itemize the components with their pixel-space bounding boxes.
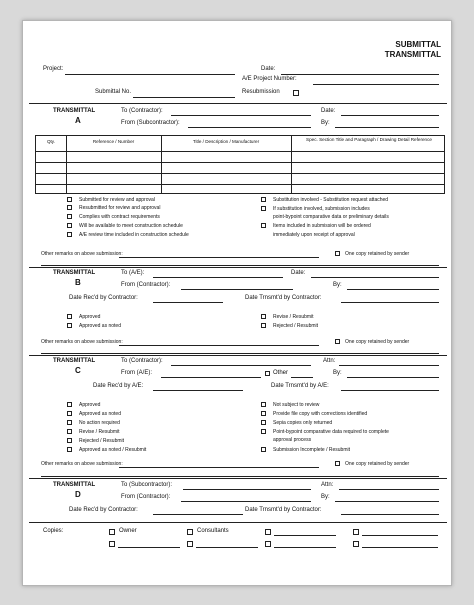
section-c-trnsmtd-field[interactable] <box>341 390 439 391</box>
section-c-by-field[interactable] <box>347 377 439 378</box>
col-header-title: Title / Description / Manufacturer <box>192 139 260 144</box>
section-b-trnsmtd-label: Date Trnsmt'd by Contractor: <box>245 295 322 301</box>
a-cb-submitted[interactable] <box>67 197 72 202</box>
section-a-title: TRANSMITTAL <box>53 108 96 114</box>
submittal-form-page <box>22 20 452 586</box>
section-a-divider <box>29 103 447 104</box>
section-b-divider <box>29 267 447 268</box>
section-a-date-field[interactable] <box>341 115 439 116</box>
b-other-remarks-label: Other remarks on above submission: <box>41 339 123 345</box>
date-label: Date: <box>261 66 276 72</box>
c-cb-provide-file-copy[interactable] <box>261 411 266 416</box>
a-cb-substitution-includes[interactable] <box>261 206 266 211</box>
section-b-date-label: Date: <box>291 270 306 276</box>
a-item-label: A/E review time included in construction schedule <box>79 232 189 238</box>
project-field[interactable] <box>65 74 235 75</box>
col-header-qty: Qty. <box>46 139 56 144</box>
a-item-label: Complies with contract requirements <box>79 214 160 220</box>
b-cb-approved[interactable] <box>67 314 72 319</box>
section-d-attn-label: Attn: <box>321 482 334 488</box>
section-d-letter: D <box>75 490 81 499</box>
a-item-label: point-bypoint comparative data or preliminary details <box>273 214 389 220</box>
b-item-label: Approved as noted <box>79 323 121 329</box>
b-item-label: Approved <box>79 314 101 320</box>
b-item-label: Revise / Resubmit <box>273 314 314 320</box>
c-cb-not-subject[interactable] <box>261 402 266 407</box>
copies-field-7[interactable] <box>274 547 336 548</box>
form-title-line2: TRANSMITTAL <box>384 50 441 59</box>
c-copy-retained-label: One copy retained by sender <box>345 461 410 467</box>
ae-project-number-field[interactable] <box>313 84 439 85</box>
section-d-from-field[interactable] <box>181 501 311 502</box>
project-label: Project: <box>43 66 64 72</box>
copies-field-4[interactable] <box>362 535 438 536</box>
section-b-date-field[interactable] <box>311 277 439 278</box>
c-item-label: Approved <box>79 402 101 408</box>
a-cb-substitution[interactable] <box>261 197 266 202</box>
c-item-label: Sepia copies only returned <box>273 420 333 426</box>
a-cb-copy-retained[interactable] <box>335 251 340 256</box>
a-cb-complies[interactable] <box>67 214 72 219</box>
c-cb-other[interactable] <box>265 371 270 376</box>
section-d-by-label: By: <box>321 494 330 500</box>
section-a-letter: A <box>75 116 81 125</box>
copies-checkbox-4[interactable] <box>353 529 359 535</box>
b-copy-retained-label: One copy retained by sender <box>345 339 410 345</box>
section-b-letter: B <box>75 278 81 287</box>
section-d-from-label: From (Contractor): <box>121 494 171 500</box>
section-a-by-field[interactable] <box>335 127 439 128</box>
submittal-no-field[interactable] <box>133 97 235 98</box>
b-other-remarks-field[interactable] <box>119 345 319 346</box>
c-item-label: Not subject to review <box>273 402 320 408</box>
resubmission-label: Resubmission <box>242 89 280 95</box>
c-remarks-line-2[interactable] <box>41 476 439 477</box>
c-item-label: Provide file copy with corrections identified <box>273 411 368 417</box>
c-item-label: Approved as noted <box>79 411 121 417</box>
copies-checkbox-6[interactable] <box>187 541 193 547</box>
date-field[interactable] <box>281 74 439 75</box>
section-b-recd-label: Date Rec'd by Contractor: <box>69 295 138 301</box>
copies-field-5[interactable] <box>118 547 180 548</box>
c-cb-copy-retained[interactable] <box>335 461 340 466</box>
section-d-recd-label: Date Rec'd by Contractor: <box>69 507 138 513</box>
section-d-attn-field[interactable] <box>339 489 439 490</box>
c-cb-incomplete[interactable] <box>261 447 266 452</box>
section-d-title: TRANSMITTAL <box>53 482 96 488</box>
section-a-from-field[interactable] <box>188 127 311 128</box>
c-item-label: Approved as noted / Resubmit <box>79 447 147 453</box>
section-c-to-field[interactable] <box>171 365 311 366</box>
c-cb-no-action[interactable] <box>67 420 72 425</box>
b-cb-revise-resubmit[interactable] <box>261 314 266 319</box>
section-c-by-label: By: <box>333 370 342 376</box>
section-c-to-label: To (Contractor): <box>121 358 163 364</box>
section-d-by-field[interactable] <box>335 501 439 502</box>
section-d-divider <box>29 478 447 479</box>
section-b-from-field[interactable] <box>181 289 293 290</box>
c-item-label: approval process <box>273 437 312 443</box>
section-b-trnsmtd-field[interactable] <box>341 302 439 303</box>
section-c-recd-label: Date Rec'd by A/E: <box>93 383 144 389</box>
ae-project-number-label: A/E Project Number: <box>242 76 297 82</box>
section-c-other-field[interactable] <box>291 377 313 378</box>
a-copy-retained-label: One copy retained by sender <box>345 251 410 257</box>
c-item-label: Point-bypoint comparative data required to complete <box>273 429 389 435</box>
a-cb-resubmitted[interactable] <box>67 205 72 210</box>
c-other-remarks-field[interactable] <box>119 467 319 468</box>
b-cb-approved-as-noted[interactable] <box>67 323 72 328</box>
c-cb-approved[interactable] <box>67 402 72 407</box>
c-item-label: No action required <box>79 420 120 426</box>
section-d-recd-field[interactable] <box>153 514 243 515</box>
c-cb-rejected-resubmit[interactable] <box>67 438 72 443</box>
a-cb-available[interactable] <box>67 223 72 228</box>
section-c-title: TRANSMITTAL <box>53 358 96 364</box>
b-cb-rejected-resubmit[interactable] <box>261 323 266 328</box>
copies-checkbox-7[interactable] <box>265 541 271 547</box>
section-c-attn-label: Attn: <box>323 358 336 364</box>
items-table <box>35 135 445 194</box>
section-c-other-label: Other <box>273 370 289 376</box>
section-d-trnsmtd-field[interactable] <box>341 514 439 515</box>
copies-consultants-label: Consultants <box>197 528 229 534</box>
section-b-recd-field[interactable] <box>153 302 223 303</box>
section-c-from-label: From (A/E): <box>121 370 152 376</box>
a-item-label: If substitution involved, submission includes <box>273 206 370 212</box>
a-remarks-line-2[interactable] <box>41 265 439 266</box>
copies-field-6[interactable] <box>196 547 258 548</box>
copies-consultants-checkbox[interactable] <box>187 529 193 535</box>
a-item-label: Will be available to meet construction schedule <box>79 223 183 229</box>
a-other-remarks-label: Other remarks on above submission: <box>41 251 123 257</box>
section-c-letter: C <box>75 366 81 375</box>
a-cb-items-ordered[interactable] <box>261 223 266 228</box>
form-title-line1: SUBMITTAL <box>395 40 441 49</box>
a-item-label: Items included in submission will be ordered <box>273 223 371 229</box>
section-b-to-field[interactable] <box>153 277 283 278</box>
b-item-label: Rejected / Resubmit <box>273 323 319 329</box>
a-item-label: Resubmitted for review and approval <box>79 205 161 211</box>
section-d-to-label: To (Subcontractor): <box>121 482 173 488</box>
copies-checkbox-5[interactable] <box>109 541 115 547</box>
copies-field-8[interactable] <box>362 547 438 548</box>
section-a-date-label: Date: <box>321 108 336 114</box>
copies-field-3[interactable] <box>274 535 336 536</box>
section-c-attn-field[interactable] <box>339 365 439 366</box>
section-d-trnsmtd-label: Date Trnsmt'd by Contractor: <box>245 507 322 513</box>
section-c-trnsmtd-label: Date Trnsmt'd by A/E: <box>271 383 329 389</box>
section-b-title: TRANSMITTAL <box>53 270 96 276</box>
c-cb-approved-noted-resubmit[interactable] <box>67 447 72 452</box>
submittal-no-label: Submittal No. <box>95 89 132 95</box>
a-cb-review-time[interactable] <box>67 232 72 237</box>
section-b-by-label: By: <box>333 282 342 288</box>
copies-checkbox-8[interactable] <box>353 541 359 547</box>
section-c-recd-field[interactable] <box>153 390 243 391</box>
copies-owner-label: Owner <box>119 528 137 534</box>
c-cb-approved-as-noted[interactable] <box>67 411 72 416</box>
copies-label: Copies: <box>43 528 64 534</box>
section-c-divider <box>29 355 447 356</box>
c-item-label: Submission Incomplete / Resubmit <box>273 447 350 453</box>
section-b-to-label: To (A/E): <box>121 270 145 276</box>
col-header-spec-section: Spec. Section Title and Paragraph / Drawing Detail Reference <box>306 137 432 142</box>
copies-checkbox-3[interactable] <box>265 529 271 535</box>
section-b-by-field[interactable] <box>347 289 439 290</box>
a-other-remarks-field[interactable] <box>119 257 319 258</box>
a-item-label: immediately upon receipt of approval <box>273 232 355 238</box>
section-a-to-label: To (Contractor): <box>121 108 163 114</box>
section-d-to-field[interactable] <box>183 489 311 490</box>
a-item-label: Substitution involved - Substitution request attached <box>273 197 389 203</box>
copies-divider <box>29 522 447 523</box>
resubmission-checkbox[interactable] <box>293 90 299 96</box>
c-item-label: Rejected / Resubmit <box>79 438 125 444</box>
section-a-by-label: By: <box>321 120 330 126</box>
c-cb-revise-resubmit[interactable] <box>67 429 72 434</box>
col-header-reference: Reference / Number <box>92 139 135 144</box>
section-c-from-field[interactable] <box>161 377 261 378</box>
a-item-label: Submitted for review and approval <box>79 197 155 203</box>
c-cb-sepia-copies[interactable] <box>261 420 266 425</box>
b-cb-copy-retained[interactable] <box>335 339 340 344</box>
section-a-to-field[interactable] <box>171 115 311 116</box>
section-a-from-label: From (Subcontractor): <box>121 120 180 126</box>
c-item-label: Revise / Resubmit <box>79 429 120 435</box>
section-b-from-label: From (Contractor): <box>121 282 171 288</box>
copies-owner-checkbox[interactable] <box>109 529 115 535</box>
c-other-remarks-label: Other remarks on above submission: <box>41 461 123 467</box>
b-remarks-line-2[interactable] <box>41 353 439 354</box>
c-cb-point-by-point[interactable] <box>261 429 266 434</box>
